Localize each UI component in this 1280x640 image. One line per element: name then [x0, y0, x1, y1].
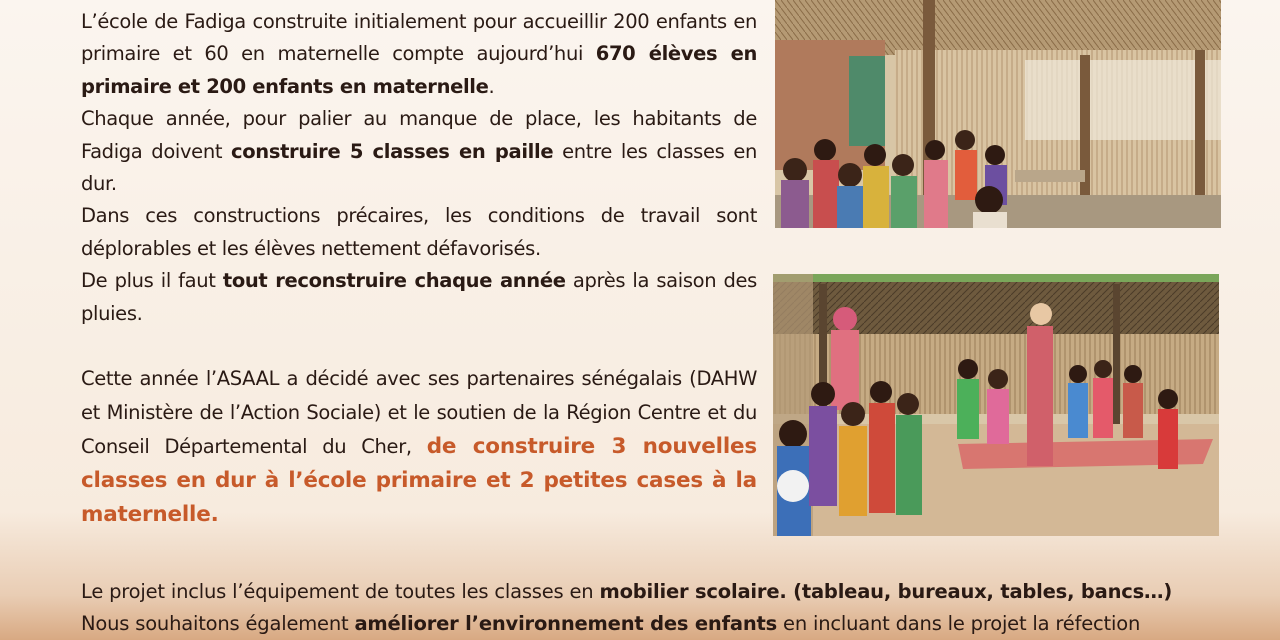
classroom-photo [775, 0, 1221, 228]
text: entre les classes en dur. [81, 139, 757, 196]
kindergarten-photo [773, 274, 1219, 536]
paragraph-rebuild [81, 265, 757, 330]
bold-text: améliorer l’environnement des enfants [354, 612, 778, 635]
text: Le projet inclus l’équipement de toutes les classes en [81, 580, 600, 603]
article-column [81, 6, 757, 532]
paragraph-project [81, 362, 757, 532]
text: Nous souhaitons également [81, 612, 355, 635]
bold-text: 670 élèves en primaire et 200 enfants en maternelle [81, 42, 757, 98]
bold-text: tout reconstruire chaque année [222, 269, 566, 293]
text: De plus il faut [81, 269, 223, 293]
text: L’école de Fadiga construite initialement pour accueillir 200 enfants en primaire et 60 en maternelle compte aujourd’hui [81, 10, 757, 66]
spacer [81, 330, 757, 362]
paragraph-environment [81, 608, 1231, 640]
text: Cette année l’ASAAL a décidé avec ses partenaires sénégalais (DAHW et Ministère de l’Action Sociale) et le soutien de la Région Centre et du Conseil Départemental du Cher, [81, 367, 757, 459]
bold-text: construire 5 classes en paille [231, 139, 554, 163]
paragraph-intro [81, 6, 757, 103]
paragraph-straw-classes [81, 103, 757, 200]
paragraph-conditions: Dans ces constructions précaires, les conditions de travail sont déplorables et les élèves nettement défavorisés. [81, 204, 757, 260]
highlight-text: de construire 3 nouvelles classes en dur à l’école primaire et 2 petites cases à la maternelle. [81, 434, 757, 528]
paragraph-furniture [81, 576, 1231, 608]
text: en incluant dans le projet la réfection [777, 612, 1141, 635]
text: Chaque année, pour palier au manque de place, les habitants de Fadiga doivent [81, 107, 757, 163]
bottom-text [81, 576, 1231, 640]
text: après la saison des pluies. [81, 269, 757, 325]
bold-text: mobilier scolaire. (tableau, bureaux, tables, bancs…) [599, 580, 1173, 603]
text: . [488, 74, 495, 98]
